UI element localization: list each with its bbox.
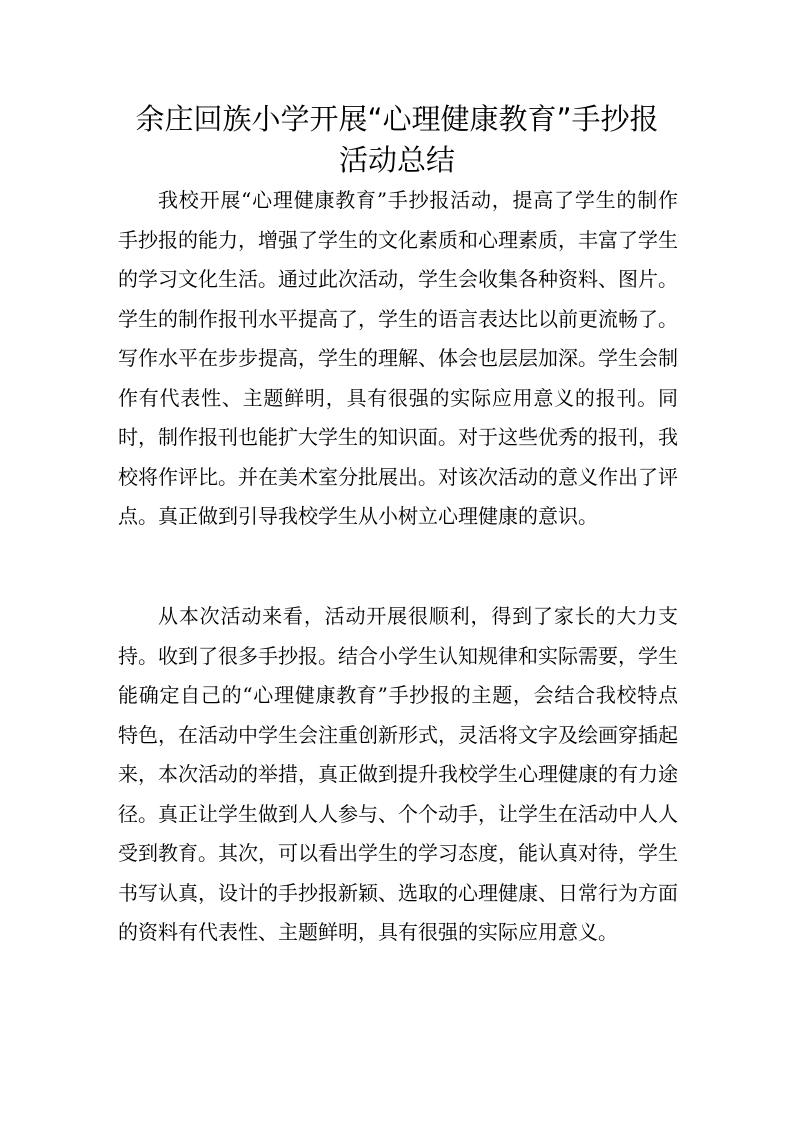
document-title-line-2: 活动总结 <box>338 143 455 177</box>
document-title-line-1: 余庄回族小学开展“心理健康教育”手抄报 <box>135 102 659 136</box>
body-paragraph-2: 从本次活动来看，活动开展很顺利，得到了家长的大力支持。收到了很多手抄报。结合小学生认知规律和实际需要，学生能确定自己的“心理健康教育”手抄报的主题，会结合我校特点特色，在活动中学生会注重创新形式，灵活将文字及绘画穿插起来，本次活动的举措，真正做到提升我校学生心理健康的有力途径。真正让学生做到人人参与、个个动手，让学生在活动中人人受到教育。其次，可以看出学生的学习态度，能认真对待，学生书写认真，设计的手抄报新颖、选取的心理健康、日常行为方面的资料有代表性、主题鲜明，具有很强的实际应用意义。 <box>118 604 678 944</box>
body-paragraph-1: 我校开展“心理健康教育”手抄报活动，提高了学生的制作手抄报的能力，增强了学生的文化素质和心理素质，丰富了学生的学习文化生活。通过此次活动，学生会收集各种资料、图片。学生的制作报刊水平提高了，学生的语言表达比以前更流畅了。写作水平在步步提高，学生的理解、体会也层层加深。学生会制作有代表性、主题鲜明，具有很强的实际应用意义的报刊。同时，制作报刊也能扩大学生的知识面。对于这些优秀的报刊，我校将作评比。并在美术室分批展出。对该次活动的意义作出了评点。真正做到引导我校学生从小树立心理健康的意识。 <box>118 188 678 528</box>
